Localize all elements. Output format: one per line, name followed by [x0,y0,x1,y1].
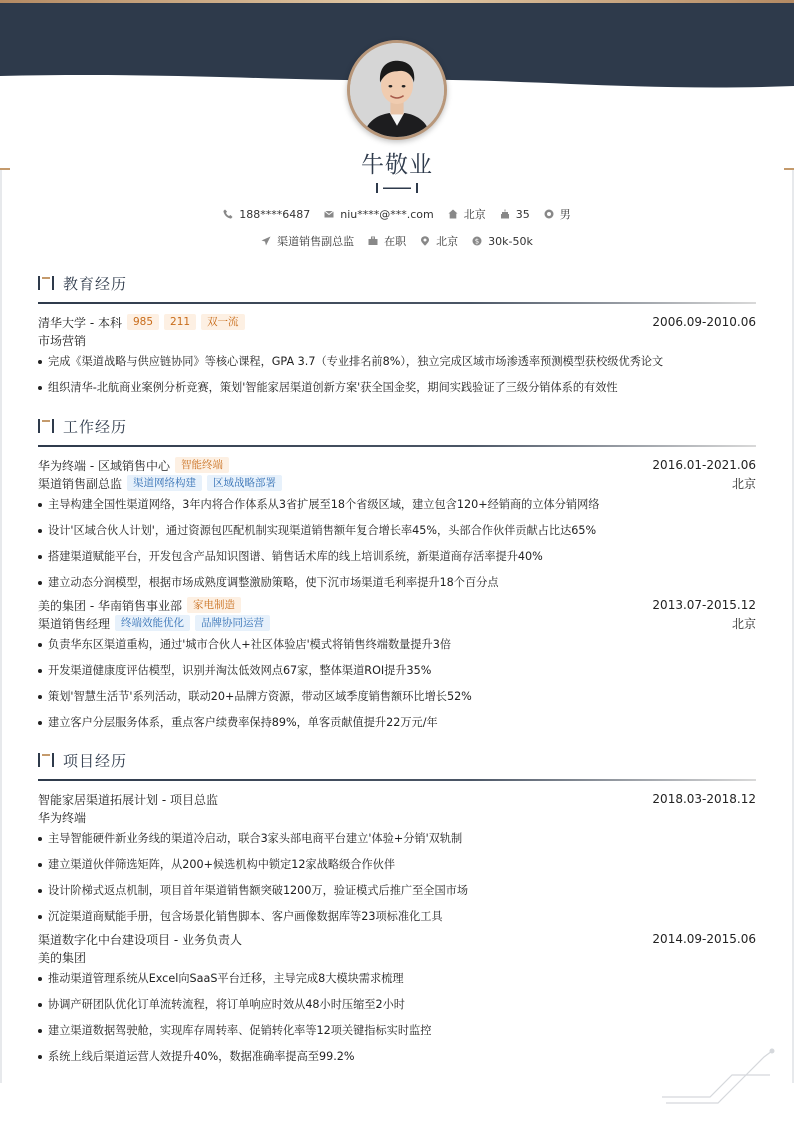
education-header [38,272,756,294]
name-divider [376,183,418,193]
major: 市场营销 [38,333,87,348]
section-marker-icon [38,753,54,767]
target-city-value: 北京 [436,235,459,248]
list-item: 完成《渠道战略与供应链协同》等核心课程，GPA 3.7（专业排名前8%），独立完成区域市场渗透率预测模型获校级优秀论文 [38,349,756,375]
project-org: 美的集团 [38,950,87,965]
list-item: 建立渠道数据驾驶舱，实现库存周转率、促销转化率等12项关键指标实时监控 [38,1018,756,1044]
skill-tag: 渠道网络构建 [127,475,202,491]
list-item: 开发渠道健康度评估模型，识别并淘汰低效网点67家，整体渠道ROI提升35% [38,658,756,684]
list-item: 建立动态分润模型，根据市场成熟度调整激励策略，使下沉市场渠道毛利率提升18个百分点 [38,570,756,596]
contact-row [0,206,794,222]
skill-tag: 终端效能优化 [115,615,190,631]
list-item: 协调产研团队优化订单流转流程，将订单响应时效从48小时压缩至2小时 [38,992,756,1018]
status-item [368,233,406,249]
list-item: 建立客户分层服务体系，重点客户续费率保持89%，单客贡献值提升22万元/年 [38,710,756,736]
job-intention-row [0,233,794,249]
projects-header [38,749,756,771]
phone-icon [223,209,233,219]
list-item: 设计阶梯式返点机制，项目首年渠道销售额突破1200万，验证模式后推广至全国市场 [38,878,756,904]
job-entry [38,456,756,596]
section-title: 教育经历 [63,274,128,293]
age-item [500,206,530,222]
list-item: 搭建渠道赋能平台，开发包含产品知识图谱、销售话术库的线上培训系统，新渠道商存活率提升40% [38,544,756,570]
job-date: 2016.01-2021.06 [652,458,756,472]
target-position-item [261,233,354,249]
phone-value: 188****6487 [239,207,311,221]
list-item: 策划'智慧生活节'系列活动，联动20+品牌方资源，带动区域季度销售额环比增长52% [38,684,756,710]
job-location: 北京 [731,476,756,491]
gender-value: 男 [559,208,571,221]
project-date: 2018.03-2018.12 [652,792,756,806]
company-name: 美的集团 - 华南销售事业部 [38,598,182,613]
job-location: 北京 [731,616,756,631]
mail-icon [324,209,334,219]
job-position: 渠道销售副总监 [38,476,123,491]
projects-section [38,749,756,1070]
cake-icon [500,209,510,219]
send-icon [261,236,271,246]
list-item: 系统上线后渠道运营人效提升40%，数据准确率提高至99.2% [38,1044,756,1070]
list-item: 负责华东区渠道重构，通过'城市合伙人+社区体验店'模式将销售终端数量提升3倍 [38,632,756,658]
target-city-item [420,233,458,249]
email-item [324,206,434,222]
phone-item [223,206,310,222]
section-title: 项目经历 [63,751,128,770]
money-icon [472,236,482,246]
education-date: 2006.09-2010.06 [652,315,756,329]
company-name: 华为终端 - 区域销售中心 [38,458,170,473]
header-top-accent [0,0,794,3]
svg-text:$: $ [474,237,480,246]
school-tag: 双一流 [201,314,245,330]
city-value: 北京 [463,208,486,221]
project-date: 2014.09-2015.06 [652,932,756,946]
gender-item [544,206,571,222]
school-tag: 211 [164,314,196,330]
school-name: 清华大学 - 本科 [38,315,122,330]
city-item [448,206,486,222]
salary-item [472,233,533,249]
list-item: 设计'区域合伙人计划'，通过资源包匹配机制实现渠道销售额年复合增长率45%，头部合作伙伴贡献占比达65% [38,518,756,544]
list-item: 沉淀渠道商赋能手册，包含场景化销售脚本、客户画像数据库等23项标准化工具 [38,904,756,930]
list-item: 推动渠道管理系统从Excel向SaaS平台迁移，主导完成8大模块需求梳理 [38,966,756,992]
education-entry-header [38,313,756,331]
avatar [347,40,447,140]
section-marker-icon [38,276,54,290]
briefcase-icon [368,236,378,246]
list-item: 建立渠道伙伴筛选矩阵，从200+候选机构中锁定12家战略级合作伙伴 [38,852,756,878]
project-entry [38,790,756,930]
job-date: 2013.07-2015.12 [652,598,756,612]
work-section [38,415,756,736]
project-entry [38,930,756,1070]
status-value: 在职 [384,235,407,248]
skill-tag: 品牌协同运营 [195,615,270,631]
job-entry [38,596,756,736]
section-title: 工作经历 [63,417,128,436]
left-border [0,170,2,1083]
section-marker-icon [38,419,54,433]
education-bullets [38,349,756,401]
skill-tag: 区域战略部署 [207,475,282,491]
education-section [38,272,756,401]
candidate-name: 牛敬业 [361,152,433,178]
list-item: 组织清华-北航商业案例分析竞赛，策划'智能家居渠道创新方案'获全国金奖，期间实践验证了三级分销体系的有效性 [38,375,756,401]
project-name: 智能家居渠道拓展计划 - 项目总监 [38,792,218,807]
age-value: 35 [515,207,530,221]
industry-tag: 智能终端 [175,457,229,473]
salary-value: 30k-50k [488,234,533,248]
school-tag: 985 [127,314,159,330]
home-icon [448,209,458,219]
target-position-value: 渠道销售副总监 [277,235,355,248]
project-org: 华为终端 [38,810,87,825]
project-name: 渠道数字化中台建设项目 - 业务负责人 [38,932,242,947]
job-position: 渠道销售经理 [38,616,111,631]
corner-decoration [660,1045,780,1107]
location-icon [420,236,430,246]
work-header [38,415,756,437]
list-item: 主导智能硬件新业务线的渠道冷启动，联合3家头部电商平台建立'体验+分销'双轨制 [38,826,756,852]
gender-icon [544,209,554,219]
list-item: 主导构建全国性渠道网络，3年内将合作体系从3省扩展至18个省级区域，建立包含120+经销商的立体分销网络 [38,492,756,518]
email-value: niu****@***.com [340,207,434,221]
industry-tag: 家电制造 [187,597,241,613]
